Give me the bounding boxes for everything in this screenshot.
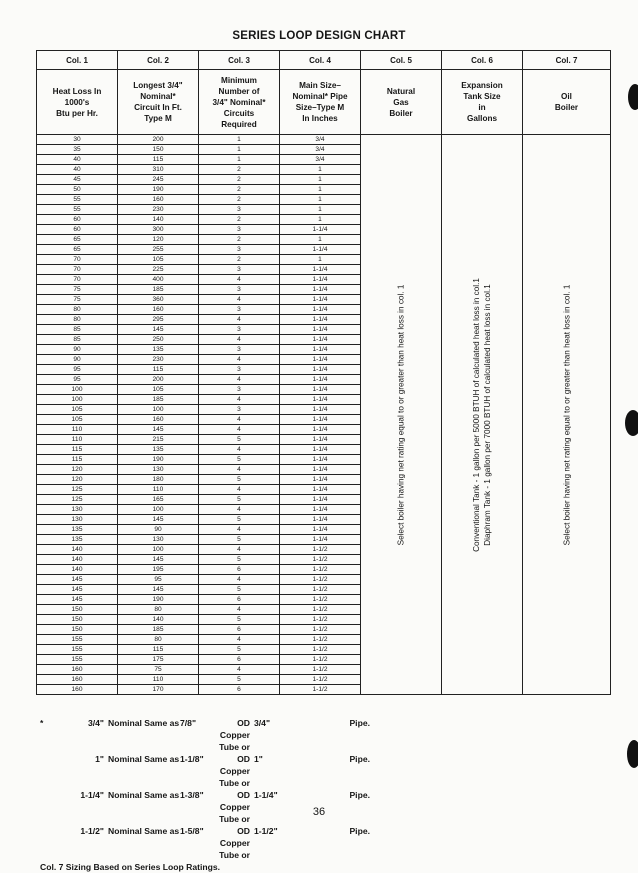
- table-cell: 1-1/2: [280, 655, 361, 665]
- table-cell: 85: [37, 325, 118, 335]
- footnote-cell: 3/4": [87, 718, 104, 728]
- table-cell: 225: [118, 265, 199, 275]
- table-cell: 125: [37, 485, 118, 495]
- footnote-cell: 3/4": [254, 718, 271, 728]
- column-heading-row: [37, 70, 611, 135]
- table-cell: 145: [37, 585, 118, 595]
- footnote-cell: OD Copper Tube or: [219, 790, 250, 824]
- table-cell: 180: [118, 475, 199, 485]
- footnote-cell: 1": [254, 754, 263, 764]
- footnote-cell: Pipe.: [349, 826, 370, 836]
- footnote-cell: 1": [95, 754, 104, 764]
- table-cell: 3/4: [280, 135, 361, 145]
- binder-hole-middle: [625, 410, 638, 436]
- binder-hole-bottom: [627, 740, 638, 768]
- table-cell: 130: [118, 465, 199, 475]
- table-cell: 110: [118, 485, 199, 495]
- table-cell: 65: [37, 235, 118, 245]
- col-label: Col. 6: [442, 51, 523, 70]
- table-cell: 3: [199, 205, 280, 215]
- table-cell: 1: [280, 185, 361, 195]
- table-cell: 1: [280, 215, 361, 225]
- table-cell: 1-1/2: [280, 645, 361, 655]
- footnote-cell: OD Copper Tube or: [219, 718, 250, 752]
- table-cell: 310: [118, 165, 199, 175]
- table-cell: 3: [199, 325, 280, 335]
- table-cell: 190: [118, 595, 199, 605]
- page-number: 36: [312, 806, 326, 818]
- table-cell: 3: [199, 285, 280, 295]
- table-cell: 2: [199, 235, 280, 245]
- table-cell: 115: [37, 445, 118, 455]
- table-cell: 100: [37, 385, 118, 395]
- table-cell: 1-1/4: [280, 435, 361, 445]
- table-cell: 1-1/2: [280, 545, 361, 555]
- table-cell: 140: [37, 565, 118, 575]
- table-cell: 4: [199, 395, 280, 405]
- footnote-cell: 1-1/8": [180, 754, 204, 764]
- table-cell: 230: [118, 205, 199, 215]
- table-cell: 155: [37, 635, 118, 645]
- table-cell: 160: [118, 305, 199, 315]
- table-cell: 40: [37, 165, 118, 175]
- table-cell: 95: [37, 365, 118, 375]
- table-cell: 160: [118, 195, 199, 205]
- table-cell: 5: [199, 515, 280, 525]
- table-cell: 6: [199, 565, 280, 575]
- table-cell: 4: [199, 525, 280, 535]
- table-cell: 1-1/2: [280, 585, 361, 595]
- table-body: [37, 135, 611, 695]
- table-cell: 140: [37, 555, 118, 565]
- table-cell: 5: [199, 535, 280, 545]
- col5-note: [361, 135, 442, 695]
- table-cell: 4: [199, 295, 280, 305]
- table-cell: 2: [199, 195, 280, 205]
- footnote-cell: OD Copper Tube or: [219, 754, 250, 788]
- table-cell: 90: [37, 345, 118, 355]
- table-cell: 145: [118, 555, 199, 565]
- table-cell: 1-1/4: [280, 245, 361, 255]
- table-cell: 105: [118, 255, 199, 265]
- footnote-cell: Pipe.: [349, 718, 370, 728]
- footnote-cell: 1-1/2": [254, 826, 278, 836]
- table-cell: 4: [199, 355, 280, 365]
- table-cell: 150: [37, 625, 118, 635]
- table-cell: 1: [280, 235, 361, 245]
- table-cell: 1: [280, 175, 361, 185]
- table-cell: 1-1/4: [280, 305, 361, 315]
- table-cell: 255: [118, 245, 199, 255]
- table-cell: 1-1/4: [280, 425, 361, 435]
- table-cell: 75: [37, 285, 118, 295]
- table-cell: 1-1/4: [280, 375, 361, 385]
- table-cell: 1-1/2: [280, 575, 361, 585]
- table-cell: 165: [118, 495, 199, 505]
- table-cell: 1-1/2: [280, 615, 361, 625]
- binder-hole-top: [628, 84, 638, 110]
- table-cell: 4: [199, 375, 280, 385]
- col7-note-line: Select boiler having net rating equal to or greater than heat loss in col. 1: [562, 284, 571, 545]
- table-cell: 300: [118, 225, 199, 235]
- footnote-cell: 1-1/4": [254, 790, 278, 800]
- table-cell: 6: [199, 595, 280, 605]
- table-cell: 140: [37, 545, 118, 555]
- footnote-cell: 1-1/2": [80, 826, 104, 836]
- table-cell: 4: [199, 445, 280, 455]
- footnote-cell: Nominal Same as: [108, 826, 180, 836]
- footnote-row: [40, 825, 370, 861]
- table-cell: 6: [199, 685, 280, 695]
- table-cell: 1-1/4: [280, 385, 361, 395]
- table-cell: 5: [199, 555, 280, 565]
- table-cell: 85: [37, 335, 118, 345]
- table-cell: 145: [118, 515, 199, 525]
- table-cell: 160: [37, 675, 118, 685]
- table-cell: 5: [199, 435, 280, 445]
- table-cell: 145: [118, 585, 199, 595]
- table-cell: 3: [199, 365, 280, 375]
- table-cell: 1-1/2: [280, 665, 361, 675]
- table-cell: 145: [37, 595, 118, 605]
- table-cell: 115: [118, 645, 199, 655]
- footnote-cell: OD Copper Tube or: [219, 826, 250, 860]
- table-cell: 135: [37, 535, 118, 545]
- table-cell: 3: [199, 225, 280, 235]
- table-cell: 250: [118, 335, 199, 345]
- col-heading: Expansion Tank Size in Gallons: [442, 70, 523, 135]
- table-cell: 150: [37, 605, 118, 615]
- table-cell: 3/4: [280, 145, 361, 155]
- table-cell: 3: [199, 405, 280, 415]
- table-cell: 1-1/4: [280, 515, 361, 525]
- table-cell: 5: [199, 675, 280, 685]
- table-cell: 1-1/4: [280, 325, 361, 335]
- table-cell: 35: [37, 145, 118, 155]
- series-loop-table: [36, 50, 611, 695]
- table-cell: 1-1/4: [280, 265, 361, 275]
- col-label: Col. 2: [118, 51, 199, 70]
- col-heading: Oil Boiler: [523, 70, 611, 135]
- table-cell: 3/4: [280, 155, 361, 165]
- table-cell: 1-1/4: [280, 485, 361, 495]
- table-cell: 295: [118, 315, 199, 325]
- footnotes: [40, 717, 370, 873]
- table-cell: 4: [199, 505, 280, 515]
- table-cell: 1-1/4: [280, 295, 361, 305]
- table-cell: 100: [118, 505, 199, 515]
- table-cell: 70: [37, 275, 118, 285]
- table-cell: 6: [199, 655, 280, 665]
- col7-note-text: [561, 284, 572, 545]
- table-cell: 1: [280, 165, 361, 175]
- col-label: Col. 5: [361, 51, 442, 70]
- table-cell: 4: [199, 575, 280, 585]
- table-cell: 4: [199, 275, 280, 285]
- table-cell: 40: [37, 155, 118, 165]
- footnote-cell: Pipe.: [349, 790, 370, 800]
- table-cell: 1-1/4: [280, 285, 361, 295]
- table-cell: 2: [199, 165, 280, 175]
- table-cell: 230: [118, 355, 199, 365]
- table-cell: 215: [118, 435, 199, 445]
- table-cell: 60: [37, 215, 118, 225]
- table-cell: 125: [37, 495, 118, 505]
- table-cell: 1-1/4: [280, 475, 361, 485]
- table-cell: 3: [199, 345, 280, 355]
- table-cell: 1-1/2: [280, 675, 361, 685]
- col-label: Col. 7: [523, 51, 611, 70]
- table-cell: 155: [37, 655, 118, 665]
- col6-note: [442, 135, 523, 695]
- table-cell: 160: [37, 665, 118, 675]
- table-cell: 1-1/4: [280, 505, 361, 515]
- table-cell: 70: [37, 255, 118, 265]
- table-cell: 115: [118, 155, 199, 165]
- table-cell: 1: [280, 255, 361, 265]
- table-cell: 70: [37, 265, 118, 275]
- table-cell: 130: [37, 505, 118, 515]
- table-cell: 1-1/4: [280, 275, 361, 285]
- col6-note-line: Diaphram Tank - 1 gallon per 7000 BTUH of calculated heat loss in col.1: [483, 283, 492, 546]
- table-cell: 135: [118, 445, 199, 455]
- table-cell: 90: [118, 525, 199, 535]
- table-cell: 100: [118, 405, 199, 415]
- table-cell: 145: [37, 575, 118, 585]
- table-cell: 2: [199, 175, 280, 185]
- table-cell: 50: [37, 185, 118, 195]
- table-cell: 4: [199, 665, 280, 675]
- table-cell: 1-1/4: [280, 355, 361, 365]
- footnote-cell: *: [40, 718, 44, 728]
- col5-note-line: Select boiler having net rating equal to or greater than heat loss in col. 1: [396, 284, 406, 545]
- table-cell: 1-1/4: [280, 405, 361, 415]
- table-cell: 140: [118, 215, 199, 225]
- table-cell: 1-1/4: [280, 455, 361, 465]
- table-cell: 400: [118, 275, 199, 285]
- table-cell: 3: [199, 385, 280, 395]
- table-cell: 3: [199, 305, 280, 315]
- footnote-cell: Nominal Same as: [108, 754, 180, 764]
- table-cell: 190: [118, 185, 199, 195]
- table-cell: 2: [199, 215, 280, 225]
- table-cell: 5: [199, 615, 280, 625]
- chart-title: SERIES LOOP DESIGN CHART: [232, 30, 406, 42]
- table-cell: 110: [37, 435, 118, 445]
- table-cell: 1-1/4: [280, 415, 361, 425]
- table-cell: 1-1/2: [280, 685, 361, 695]
- table-cell: 4: [199, 335, 280, 345]
- table-cell: 1-1/4: [280, 395, 361, 405]
- table-cell: 185: [118, 395, 199, 405]
- table-cell: 145: [118, 425, 199, 435]
- footnote-cell: 1-5/8": [180, 826, 204, 836]
- table-cell: 1-1/4: [280, 225, 361, 235]
- table-cell: 80: [118, 635, 199, 645]
- col-heading: Longest 3/4" Nominal* Circuit In Ft. Type M: [118, 70, 199, 135]
- table-cell: 120: [37, 465, 118, 475]
- table-cell: 80: [37, 315, 118, 325]
- table-cell: 1-1/4: [280, 445, 361, 455]
- table-cell: 2: [199, 255, 280, 265]
- footnote-cell: Nominal Same as: [108, 790, 180, 800]
- table-cell: 170: [118, 685, 199, 695]
- table-cell: 4: [199, 545, 280, 555]
- footnote-cell: [40, 753, 58, 789]
- table-cell: 1-1/4: [280, 535, 361, 545]
- table-cell: 1-1/4: [280, 465, 361, 475]
- table-cell: 55: [37, 205, 118, 215]
- table-cell: 1-1/2: [280, 625, 361, 635]
- table-cell: 1-1/4: [280, 365, 361, 375]
- table-cell: 80: [37, 305, 118, 315]
- column-label-row: [37, 51, 611, 70]
- table-cell: 4: [199, 415, 280, 425]
- table-cell: 65: [37, 245, 118, 255]
- col-label: Col. 4: [280, 51, 361, 70]
- table-cell: 1-1/4: [280, 345, 361, 355]
- col-heading: Natural Gas Boiler: [361, 70, 442, 135]
- table-cell: 6: [199, 625, 280, 635]
- table-cell: 4: [199, 425, 280, 435]
- table-cell: 130: [37, 515, 118, 525]
- table-cell: 1: [280, 205, 361, 215]
- col7-note: [523, 135, 611, 695]
- table-cell: 1: [199, 155, 280, 165]
- table-cell: 1: [280, 195, 361, 205]
- table-cell: 55: [37, 195, 118, 205]
- table-cell: 4: [199, 485, 280, 495]
- table-cell: 110: [37, 425, 118, 435]
- table-cell: 100: [37, 395, 118, 405]
- table-cell: 115: [118, 365, 199, 375]
- footnote-last: Col. 7 Sizing Based on Series Loop Ratings.: [40, 862, 221, 872]
- table-cell: 1-1/4: [280, 335, 361, 345]
- col6-note-text: [471, 278, 493, 552]
- table-cell: 150: [37, 615, 118, 625]
- table-cell: 120: [37, 475, 118, 485]
- table-cell: 5: [199, 495, 280, 505]
- table-cell: 2: [199, 185, 280, 195]
- table-cell: 100: [118, 545, 199, 555]
- footnote-cell: Nominal Same as: [108, 718, 180, 728]
- table-cell: 90: [37, 355, 118, 365]
- col-label: Col. 1: [37, 51, 118, 70]
- table-cell: 110: [118, 675, 199, 685]
- table-cell: 360: [118, 295, 199, 305]
- footnote-cell: [40, 825, 58, 861]
- table-cell: 175: [118, 655, 199, 665]
- table-cell: 4: [199, 605, 280, 615]
- table-cell: 1-1/2: [280, 555, 361, 565]
- footnote-row: [40, 753, 370, 789]
- table-cell: 1-1/4: [280, 525, 361, 535]
- table-cell: 80: [118, 605, 199, 615]
- table-cell: 160: [37, 685, 118, 695]
- table-cell: 130: [118, 535, 199, 545]
- table-cell: 145: [118, 325, 199, 335]
- table-cell: 1-1/2: [280, 565, 361, 575]
- footnote-row: [40, 717, 370, 753]
- col-heading: Heat Loss In 1000's Btu per Hr.: [37, 70, 118, 135]
- table-cell: 140: [118, 615, 199, 625]
- table-cell: 105: [37, 415, 118, 425]
- table-cell: 75: [37, 295, 118, 305]
- table-cell: 120: [118, 235, 199, 245]
- table-cell: 1-1/2: [280, 635, 361, 645]
- footnote-cell: 7/8": [180, 718, 197, 728]
- col-heading: Minimum Number of 3/4" Nominal* Circuits Required: [199, 70, 280, 135]
- footnote-cell: Pipe.: [349, 754, 370, 764]
- col5-note-text: [396, 284, 407, 545]
- table-cell: 5: [199, 585, 280, 595]
- table-cell: 245: [118, 175, 199, 185]
- table-cell: 60: [37, 225, 118, 235]
- table-cell: 105: [37, 405, 118, 415]
- table-cell: 75: [118, 665, 199, 675]
- table-cell: 45: [37, 175, 118, 185]
- table-cell: 1: [199, 135, 280, 145]
- table-cell: 105: [118, 385, 199, 395]
- table-cell: 185: [118, 625, 199, 635]
- table-cell: 150: [118, 145, 199, 155]
- table-cell: 4: [199, 465, 280, 475]
- table-cell: 5: [199, 645, 280, 655]
- table-cell: 160: [118, 415, 199, 425]
- table-cell: 200: [118, 375, 199, 385]
- footnote-cell: 1-1/4": [80, 790, 104, 800]
- table-cell: 200: [118, 135, 199, 145]
- table-cell: 195: [118, 565, 199, 575]
- table-cell: 135: [37, 525, 118, 535]
- table-cell: 4: [199, 635, 280, 645]
- table-cell: 1-1/2: [280, 595, 361, 605]
- table-cell: 1-1/2: [280, 605, 361, 615]
- table-cell: 1: [199, 145, 280, 155]
- table-cell: 5: [199, 475, 280, 485]
- table-cell: 30: [37, 135, 118, 145]
- table-cell: 1-1/4: [280, 315, 361, 325]
- table-cell: 155: [37, 645, 118, 655]
- table-cell: 3: [199, 245, 280, 255]
- table-row: [37, 135, 611, 145]
- table-cell: 95: [37, 375, 118, 385]
- table-cell: 95: [118, 575, 199, 585]
- table-cell: 185: [118, 285, 199, 295]
- col-label: Col. 3: [199, 51, 280, 70]
- table-cell: 3: [199, 265, 280, 275]
- table-cell: 4: [199, 315, 280, 325]
- table-cell: 190: [118, 455, 199, 465]
- table-cell: 135: [118, 345, 199, 355]
- col6-note-line: Conventional Tank - 1 gallon per 5000 BTUH of calculated heat loss in col.1: [472, 277, 481, 552]
- table-cell: 1-1/4: [280, 495, 361, 505]
- footnote-cell: 1-3/8": [180, 790, 204, 800]
- table-cell: 115: [37, 455, 118, 465]
- table-cell: 5: [199, 455, 280, 465]
- col-heading: Main Size– Nominal* Pipe Size–Type M In Inches: [280, 70, 361, 135]
